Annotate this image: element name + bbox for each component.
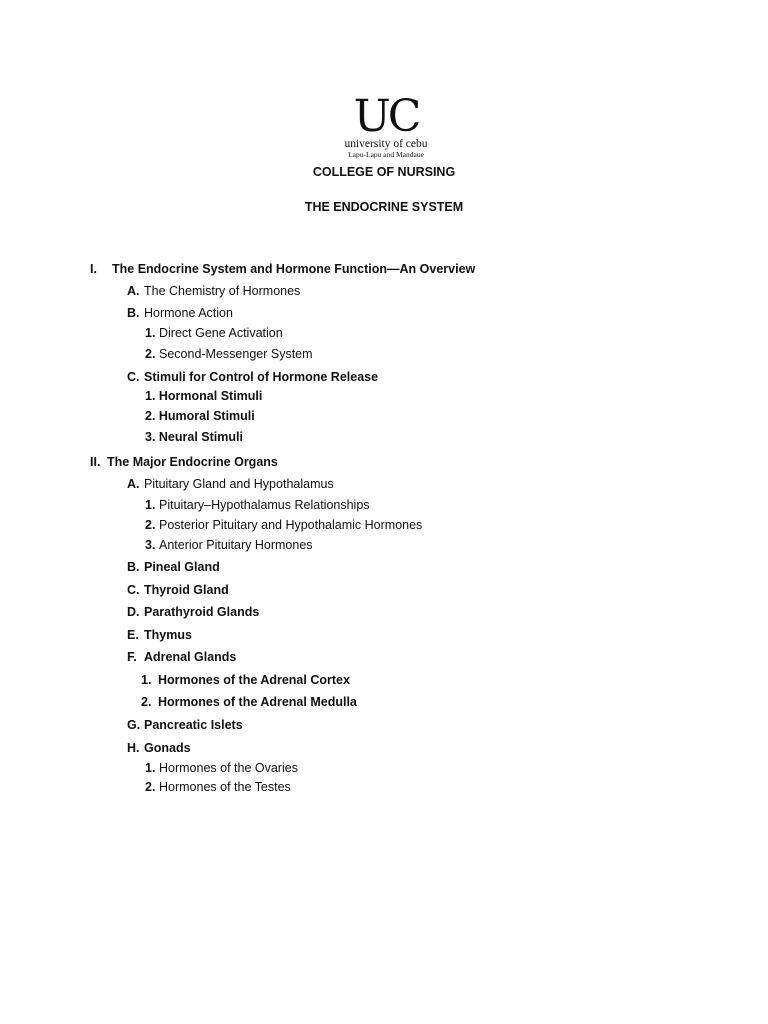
outline-item: C. Thyroid Gland	[127, 583, 229, 597]
logo-mark: UC	[353, 91, 419, 142]
outline-item: C. Stimuli for Control of Hormone Release	[127, 370, 379, 384]
outline-subitem: 1. Pituitary–Hypothalamus Relationships	[145, 498, 370, 512]
logo-university-name: university of cebu	[344, 138, 428, 150]
outline-item: F. Adrenal Glands	[127, 650, 237, 664]
outline-subitem: 2. Hormones of the Testes	[145, 780, 291, 794]
outline-subitem: 2. Hormones of the Adrenal Medulla	[141, 695, 357, 709]
document-title: THE ENDOCRINE SYSTEM	[304, 200, 464, 214]
university-logo	[336, 91, 436, 163]
outline-subitem: 1. Hormones of the Ovaries	[145, 761, 298, 775]
logo-campus-name: Lapu-Lapu and Mandaue	[348, 150, 424, 159]
outline-item: D. Parathyroid Glands	[127, 605, 260, 619]
outline-item: E. Thymus	[127, 628, 192, 642]
section-i-title: The Endocrine System and Hormone Function—An Overview	[112, 262, 476, 276]
outline-item: H. Gonads	[127, 741, 191, 755]
section-ii-heading	[90, 454, 278, 470]
section-i-number: I.	[90, 262, 97, 276]
outline-subitem: 2. Posterior Pituitary and Hypothalamic Hormones	[145, 518, 423, 532]
outline-item: A. The Chemistry of Hormones	[127, 284, 301, 298]
section-i-heading	[90, 261, 475, 277]
outline-subitem: 1. Hormones of the Adrenal Cortex	[141, 673, 350, 687]
college-name: COLLEGE OF NURSING	[312, 165, 456, 179]
outline-subitem: 3. Neural Stimuli	[145, 430, 243, 444]
outline-item: A. Pituitary Gland and Hypothalamus	[127, 477, 334, 491]
section-ii-title: The Major Endocrine Organs	[107, 455, 278, 469]
section-ii-number: II.	[90, 455, 101, 469]
outline-subitem: 3. Anterior Pituitary Hormones	[145, 538, 313, 552]
outline-subitem: 1. Direct Gene Activation	[145, 326, 283, 340]
outline-subitem: 1. Hormonal Stimuli	[145, 389, 263, 403]
outline-item: B. Hormone Action	[127, 306, 233, 320]
outline-item: G. Pancreatic Islets	[127, 718, 243, 732]
outline-subitem: 2. Humoral Stimuli	[145, 409, 255, 423]
outline-item: B. Pineal Gland	[127, 560, 220, 574]
outline-subitem: 2. Second-Messenger System	[145, 347, 313, 361]
